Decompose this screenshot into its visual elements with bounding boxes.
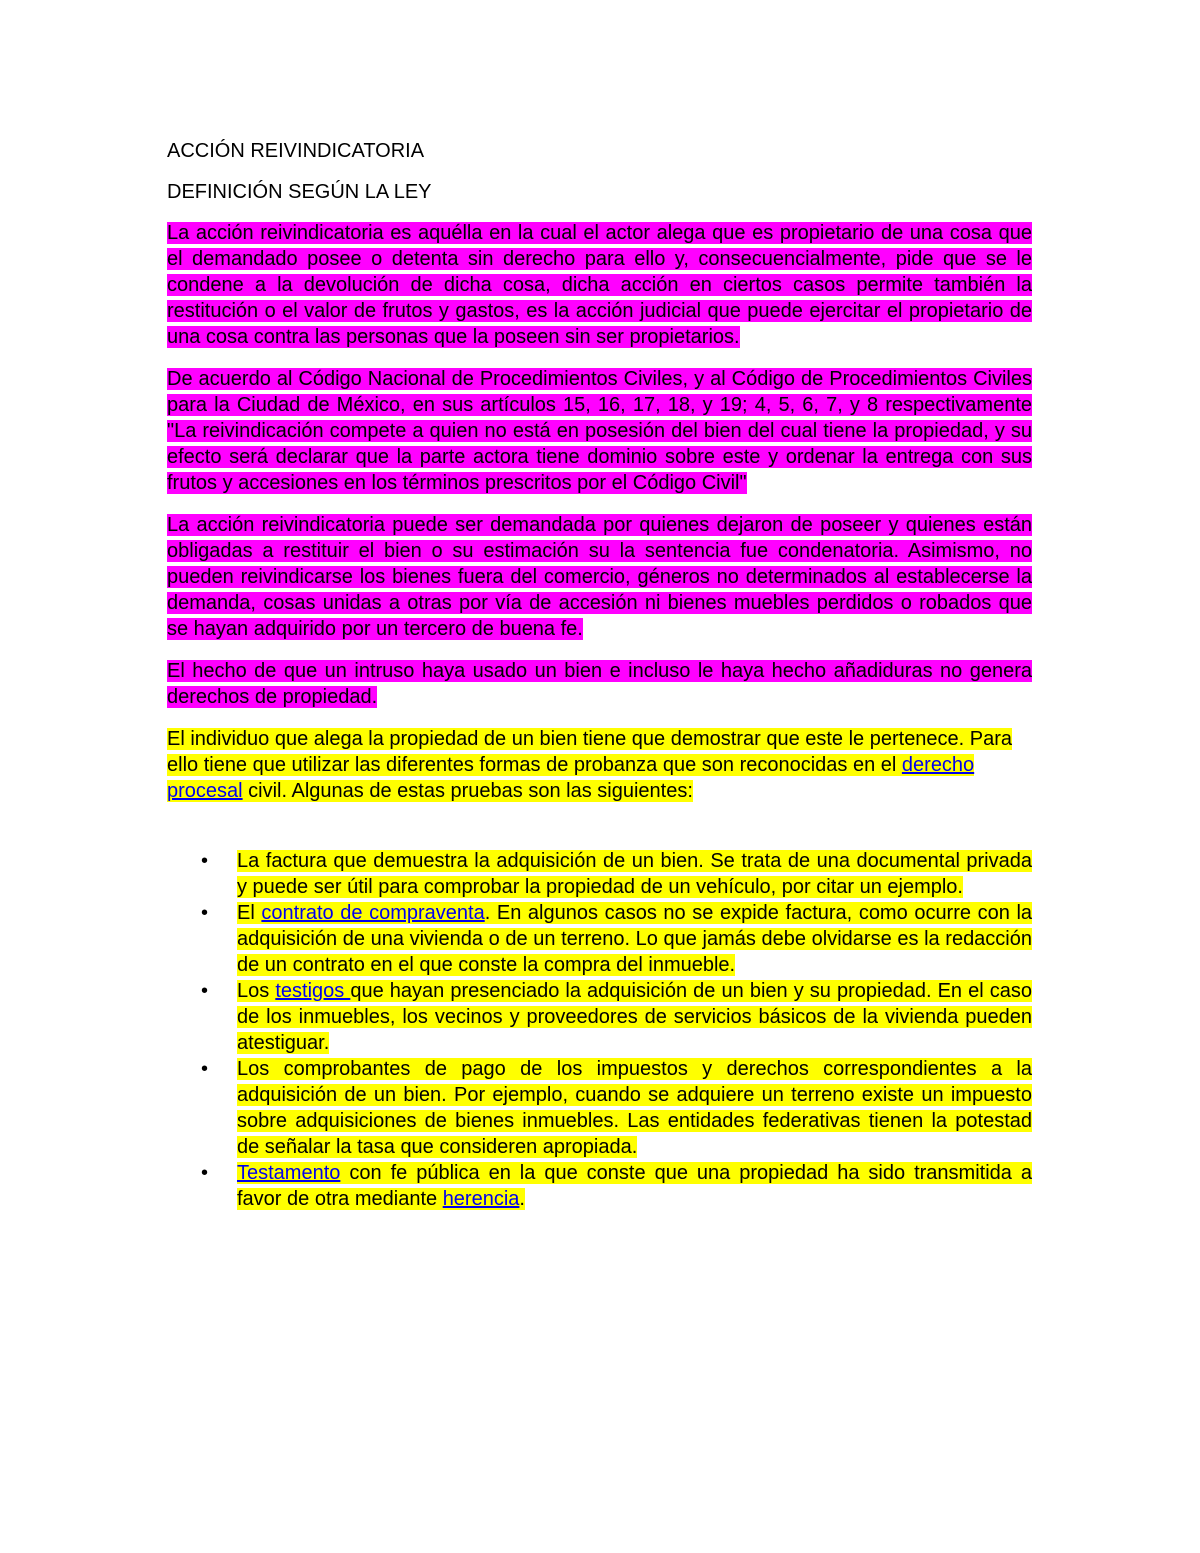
document-title: ACCIÓN REIVINDICATORIA [167,140,425,162]
item-text: que hayan presenciado la adquisición de un bien y su propiedad. En el caso de los inmuebles, los vecinos y proveedores de servicios básicos de la vivienda pueden atestiguar. [237,980,1033,1054]
bullet-icon: • [201,850,209,872]
highlighted-text [237,1162,1032,1210]
highlighted-text: La factura que demuestra la adquisición de un bien. Se trata de una documental privada y puede ser útil para comprobar la propiedad de un vehículo, por citar un ejemplo. [237,850,1032,898]
highlighted-text: De acuerdo al Código Nacional de Procedimientos Civiles, y al Código de Procedimientos Civiles para la Ciudad de México, en sus artículos 15, 16, 17, 18, y 19; 4, 5, 6, 7, y 8 respectivamente "La reivindicación compete a quien no está en posesión del bien del cual tiene la propiedad, y su efecto será declarar que la parte actora tiene dominio sobre este y ordenar la entrega con sus frutos y accesiones en los términos prescritos por el Código Civil" [167,368,1032,494]
item-text: El [237,902,262,924]
item-text: . En algunos casos no se expide factura, como ocurre con la adquisición de una vivienda o de un terreno. Lo que jamás debe olvidarse es la redacción de un contrato en el que conste la compra del inmueble. [237,902,1033,976]
list-item [201,1160,1032,1212]
document-subtitle: DEFINICIÓN SEGÚN LA LEY [167,181,432,203]
highlighted-text [167,728,1012,802]
link-testigos[interactable]: testigos [275,980,351,1002]
paragraph-demandada [167,512,1032,642]
highlighted-text: El hecho de que un intruso haya usado un bien e incluso le haya hecho añadiduras no genera derechos de propiedad. [167,660,1032,708]
link-contrato-compraventa[interactable]: contrato de compraventa [261,902,485,924]
intro-text: El individuo que alega la propiedad de un bien tiene que demostrar que este le pertenece. Para ello tiene que utilizar las diferentes formas de probanza que son reconocidas en el [167,728,1013,776]
highlighted-text [237,980,1032,1054]
intro-text-end: civil. Algunas de estas pruebas son las siguientes: [242,780,693,802]
link-derecho-procesal[interactable]: derecho procesal [167,754,975,802]
bullet-icon: • [201,1162,209,1184]
highlighted-text [237,902,1032,976]
list-item [201,978,1033,1056]
bullet-icon: • [201,980,209,1002]
paragraph-intruso [167,658,1032,710]
document-body [167,138,1032,1212]
list-item [201,848,1032,900]
highlighted-text: La acción reivindicatoria es aquélla en la cual el actor alega que es propietario de una cosa que el demandado posee o detenta sin derecho para ello y, consecuencialmente, pide que se le condene a la devolución de dicha cosa, dicha acción en ciertos casos permite también la restitución o el valor de frutos y gastos, es la acción judicial que puede ejercitar el propietario de una cosa contra las personas que la poseen sin ser propietarios. [167,222,1032,348]
link-testamento[interactable]: Testamento [237,1162,341,1184]
paragraph-codigo [167,366,1032,496]
list-item [201,1056,1032,1160]
highlighted-text: Los comprobantes de pago de los impuestos y derechos correspondientes a la adquisición de un bien. Por ejemplo, cuando se adquiere un terreno existe un impuesto sobre adquisiciones de bienes inmuebles. Las entidades federativas tienen la potestad de señalar la tasa que consideren apropiada. [237,1058,1032,1158]
link-herencia[interactable]: herencia [442,1188,520,1210]
bullet-icon: • [201,902,209,924]
paragraph-definition [167,220,1032,350]
bullet-icon: • [201,1058,209,1080]
evidence-list [167,848,1032,1212]
item-text: Los [237,980,276,1002]
paragraph-pruebas-intro [167,726,1032,804]
item-text: con fe pública en la que conste que una propiedad ha sido transmitida a favor de otra mediante [237,1162,1032,1210]
highlighted-text: La acción reivindicatoria puede ser demandada por quienes dejaron de poseer y quienes están obligadas a restituir el bien o su estimación su la sentencia fue condenatoria. Asimismo, no pueden reivindicarse los bienes fuera del comercio, géneros no determinados al establecerse la demanda, cosas unidas a otras por vía de accesión ni bienes muebles perdidos o robados que se hayan adquirido por un tercero de buena fe. [167,514,1032,640]
item-text: . [519,1188,525,1210]
list-item [201,900,1033,978]
